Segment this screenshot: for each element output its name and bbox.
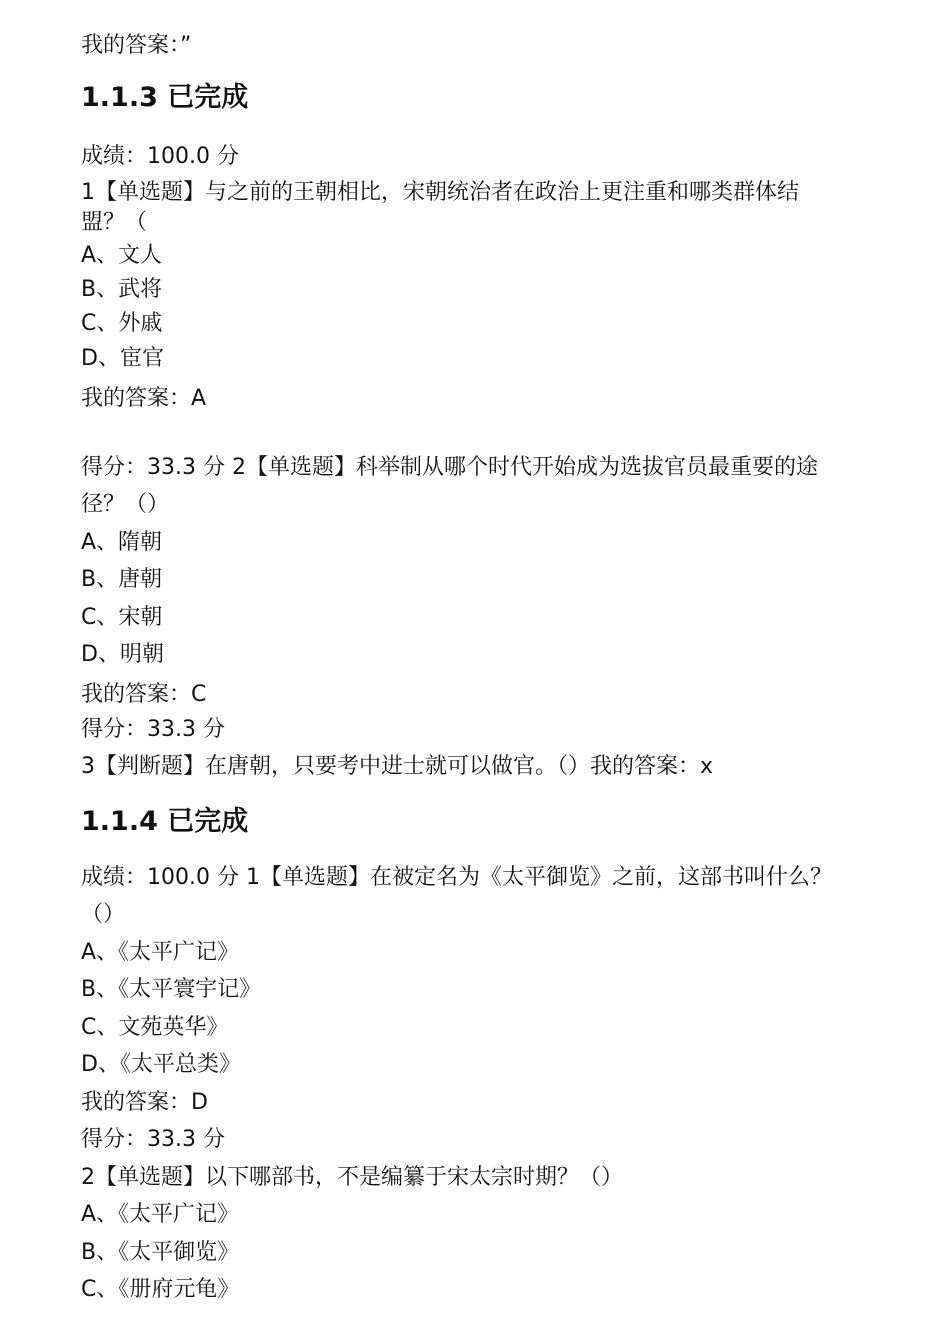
option-a: A、《太平广记》	[81, 1202, 240, 1227]
points-line: 得分：33.3 分	[81, 1127, 225, 1152]
option-b: B、唐朝	[81, 567, 163, 592]
option-b: B、《太平寰宇记》	[81, 977, 262, 1002]
option-a: A、隋朝	[81, 530, 163, 555]
option-a: A、文人	[81, 243, 163, 268]
question-3-with-answer: 3【判断题】在唐朝，只要考中进士就可以做官。（）我的答案：x	[81, 754, 714, 779]
option-d: D、宦官	[81, 346, 164, 371]
points-and-question-2: 得分：33.3 分 2【单选题】科举制从哪个时代开始成为选拔官员最重要的途	[81, 455, 818, 480]
option-c: C、文苑英华》	[81, 1015, 229, 1040]
section-heading-1-1-3: 1.1.3 已完成	[81, 82, 249, 113]
option-b: B、《太平御览》	[81, 1240, 240, 1265]
points-line: 得分：33.3 分	[81, 717, 225, 742]
option-c: C、《册府元龟》	[81, 1277, 240, 1302]
question-2-text-continued: 径？（）	[81, 492, 170, 517]
my-answer-line: 我的答案：D	[81, 1090, 208, 1115]
option-b: B、武将	[81, 277, 163, 302]
option-d: D、《太平总类》	[81, 1052, 241, 1077]
option-a: A、《太平广记》	[81, 940, 240, 965]
score-and-question-1: 成绩：100.0 分 1【单选题】在被定名为《太平御览》之前，这部书叫什么？	[81, 865, 832, 890]
question-1-text-continued: 盟？（	[81, 210, 148, 235]
question-2-text: 2【单选题】以下哪部书，不是编纂于宋太宗时期？（）	[81, 1165, 623, 1190]
option-d: D、明朝	[81, 642, 164, 667]
score-line: 成绩：100.0 分	[81, 144, 239, 169]
question-1-text: 1【单选题】与之前的王朝相比，宋朝统治者在政治上更注重和哪类群体结	[81, 180, 799, 205]
my-answer-line: 我的答案：C	[81, 682, 207, 707]
my-answer-line: 我的答案：”	[81, 33, 192, 58]
my-answer-line: 我的答案：A	[81, 386, 207, 411]
section-heading-1-1-4: 1.1.4 已完成	[81, 806, 249, 837]
question-1-text-continued: （）	[81, 902, 126, 927]
option-c: C、宋朝	[81, 605, 163, 630]
option-c: C、外戚	[81, 311, 163, 336]
